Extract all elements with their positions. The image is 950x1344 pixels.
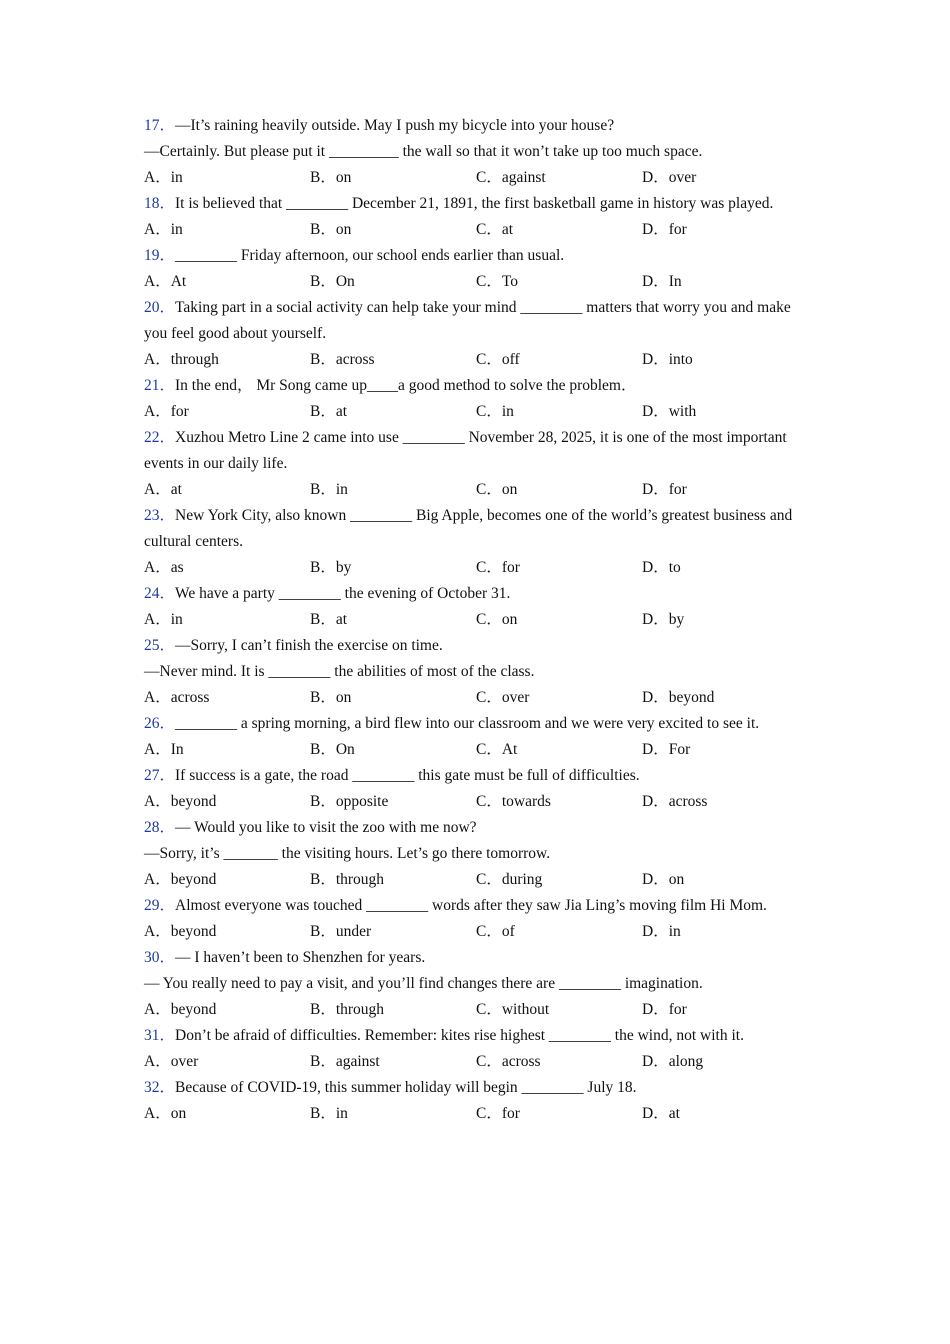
question-number: 22． — [144, 429, 176, 446]
option-d[interactable]: D．for — [642, 221, 687, 238]
option-c[interactable]: C．for — [476, 559, 520, 576]
question-stem — [144, 581, 814, 607]
question-text: Don’t be afraid of difficulties. Remember: kites rise highest ________ the wind, not with it. — [175, 1027, 744, 1044]
question — [144, 945, 814, 1023]
option-b[interactable]: B．through — [310, 1001, 385, 1018]
question-stem — [144, 373, 814, 399]
option-b[interactable]: B．against — [310, 1053, 380, 1070]
question-stem-line: —Certainly. But please put it _________ the wall so that it won’t take up too much space. — [144, 143, 703, 160]
answer-options — [144, 867, 814, 893]
answer-options — [144, 997, 814, 1023]
option-d[interactable]: D．to — [642, 559, 681, 576]
question — [144, 295, 814, 373]
option-d[interactable]: D．for — [642, 1001, 687, 1018]
question — [144, 1075, 814, 1127]
option-c[interactable]: C．without — [476, 1001, 550, 1018]
answer-options — [144, 1101, 814, 1127]
answer-options — [144, 685, 814, 711]
question — [144, 243, 814, 295]
option-c[interactable]: C．of — [476, 923, 515, 940]
option-c[interactable]: C．for — [476, 1105, 520, 1122]
question-stem — [144, 893, 814, 919]
option-a[interactable]: A．at — [144, 481, 182, 498]
option-b[interactable]: B．opposite — [310, 793, 389, 810]
option-d[interactable]: D．over — [642, 169, 697, 186]
option-a[interactable]: A．over — [144, 1053, 199, 1070]
option-c[interactable]: C．towards — [476, 793, 551, 810]
option-c[interactable]: C．on — [476, 611, 518, 628]
question-text: We have a party ________ the evening of October 31. — [175, 585, 511, 602]
option-a[interactable]: A．as — [144, 559, 184, 576]
question-stem-line: — You really need to pay a visit, and you’ll find changes there are ________ imagination. — [144, 975, 703, 992]
question-number: 21． — [144, 377, 176, 394]
option-a[interactable]: A．in — [144, 221, 183, 238]
option-c[interactable]: C．over — [476, 689, 530, 706]
option-d[interactable]: D．In — [642, 273, 682, 290]
answer-options — [144, 165, 814, 191]
question-number: 18． — [144, 195, 176, 212]
question-number: 30． — [144, 949, 176, 966]
question — [144, 113, 814, 191]
option-a[interactable]: A．across — [144, 689, 210, 706]
question-text: In the end， Mr Song came up____a good method to solve the problem． — [175, 377, 637, 394]
option-a[interactable]: A．on — [144, 1105, 187, 1122]
question-stem — [144, 1023, 814, 1049]
option-d[interactable]: D．For — [642, 741, 691, 758]
option-b[interactable]: B．on — [310, 169, 352, 186]
question-text: ________ a spring morning, a bird flew into our classroom and we were very excited to see it. — [175, 715, 760, 732]
option-b[interactable]: B．through — [310, 871, 385, 888]
option-b[interactable]: B．by — [310, 559, 352, 576]
answer-options — [144, 737, 814, 763]
question-stem — [144, 243, 814, 269]
question-number: 26． — [144, 715, 176, 732]
option-c[interactable]: C．At — [476, 741, 518, 758]
option-a[interactable]: A．in — [144, 169, 183, 186]
question-text: — I haven’t been to Shenzhen for years. — [175, 949, 426, 966]
question — [144, 815, 814, 893]
option-b[interactable]: B．under — [310, 923, 372, 940]
question — [144, 425, 814, 503]
question-text: —Sorry, I can’t finish the exercise on time. — [175, 637, 443, 654]
question-stem — [144, 711, 814, 737]
answer-options — [144, 555, 814, 581]
answer-options — [144, 217, 814, 243]
option-b[interactable]: B．at — [310, 403, 348, 420]
option-a[interactable]: A．beyond — [144, 793, 217, 810]
option-a[interactable]: A．beyond — [144, 923, 217, 940]
option-a[interactable]: A．through — [144, 351, 219, 368]
option-a[interactable]: A．In — [144, 741, 184, 758]
answer-options — [144, 477, 814, 503]
question-number: 29． — [144, 897, 176, 914]
answer-options — [144, 399, 814, 425]
question — [144, 191, 814, 243]
question — [144, 763, 814, 815]
question-number: 32． — [144, 1079, 176, 1096]
option-d[interactable]: D．with — [642, 403, 697, 420]
question — [144, 893, 814, 945]
answer-options — [144, 1049, 814, 1075]
question-number: 17． — [144, 117, 176, 134]
question-stem — [144, 503, 814, 555]
question-number: 20． — [144, 299, 176, 316]
answer-options — [144, 919, 814, 945]
option-d[interactable]: D．by — [642, 611, 685, 628]
option-d[interactable]: D．into — [642, 351, 693, 368]
option-a[interactable]: A．At — [144, 273, 187, 290]
option-c[interactable]: C．on — [476, 481, 518, 498]
option-a[interactable]: A．beyond — [144, 871, 217, 888]
option-a[interactable]: A．in — [144, 611, 183, 628]
question-stem — [144, 945, 814, 971]
question-text: It is believed that ________ December 21, 1891, the first basketball game in history was played. — [175, 195, 774, 212]
question-text: If success is a gate, the road ________ this gate must be full of difficulties. — [175, 767, 640, 784]
option-c[interactable]: C．at — [476, 221, 514, 238]
option-b[interactable]: B．at — [310, 611, 348, 628]
question-stem — [144, 1075, 814, 1101]
question-text: Almost everyone was touched ________ words after they saw Jia Ling’s moving film Hi Mom. — [175, 897, 767, 914]
option-c[interactable]: C．during — [476, 871, 543, 888]
question-number: 28． — [144, 819, 176, 836]
option-b[interactable]: B．in — [310, 1105, 348, 1122]
question-number: 27． — [144, 767, 176, 784]
answer-options — [144, 789, 814, 815]
option-d[interactable]: D．beyond — [642, 689, 715, 706]
question — [144, 711, 814, 763]
option-a[interactable]: A．beyond — [144, 1001, 217, 1018]
answer-options — [144, 607, 814, 633]
question — [144, 1023, 814, 1075]
question-text: Xuzhou Metro Line 2 came into use ________ November 28, 2025, it is one of the most important events in our daily life. — [144, 429, 787, 472]
question-number: 23． — [144, 507, 176, 524]
answer-options — [144, 347, 814, 373]
question-stem-line: —Never mind. It is ________ the abilities of most of the class. — [144, 663, 535, 680]
question-stem — [144, 295, 814, 347]
question — [144, 581, 814, 633]
option-a[interactable]: A．for — [144, 403, 189, 420]
option-b[interactable]: B．on — [310, 689, 352, 706]
question-text: Because of COVID-19, this summer holiday will begin ________ July 18. — [175, 1079, 637, 1096]
option-b[interactable]: B．On — [310, 741, 355, 758]
option-b[interactable]: B．On — [310, 273, 355, 290]
question-number: 31． — [144, 1027, 176, 1044]
question-stem — [144, 113, 814, 139]
option-d[interactable]: D．on — [642, 871, 685, 888]
option-d[interactable]: D．in — [642, 923, 681, 940]
option-c[interactable]: C．across — [476, 1053, 541, 1070]
question-text: Taking part in a social activity can help take your mind ________ matters that worry you and make you feel good about yourself. — [144, 299, 791, 342]
question-number: 24． — [144, 585, 176, 602]
question — [144, 503, 814, 581]
question-stem — [144, 425, 814, 477]
option-b[interactable]: B．across — [310, 351, 375, 368]
question-stem-line: —Sorry, it’s _______ the visiting hours. Let’s go there tomorrow. — [144, 845, 551, 862]
option-c[interactable]: C．off — [476, 351, 520, 368]
option-c[interactable]: C．against — [476, 169, 546, 186]
question-stem — [144, 763, 814, 789]
answer-options — [144, 269, 814, 295]
option-b[interactable]: B．in — [310, 481, 348, 498]
option-c[interactable]: C．in — [476, 403, 514, 420]
option-d[interactable]: D．along — [642, 1053, 704, 1070]
question-text: New York City, also known ________ Big Apple, becomes one of the world’s greatest business and cultural centers. — [144, 507, 793, 550]
option-c[interactable]: C．To — [476, 273, 518, 290]
question — [144, 373, 814, 425]
question-stem — [144, 191, 814, 217]
option-b[interactable]: B．on — [310, 221, 352, 238]
option-d[interactable]: D．across — [642, 793, 708, 810]
option-d[interactable]: D．at — [642, 1105, 680, 1122]
question-text: —It’s raining heavily outside. May I push my bicycle into your house? — [175, 117, 615, 134]
question — [144, 633, 814, 711]
question-text: — Would you like to visit the zoo with me now? — [175, 819, 477, 836]
question-stem — [144, 633, 814, 659]
question-number: 19． — [144, 247, 176, 264]
question-number: 25． — [144, 637, 176, 654]
question-text: ________ Friday afternoon, our school ends earlier than usual. — [175, 247, 565, 264]
question-stem — [144, 815, 814, 841]
option-d[interactable]: D．for — [642, 481, 687, 498]
question-list — [144, 113, 814, 1127]
